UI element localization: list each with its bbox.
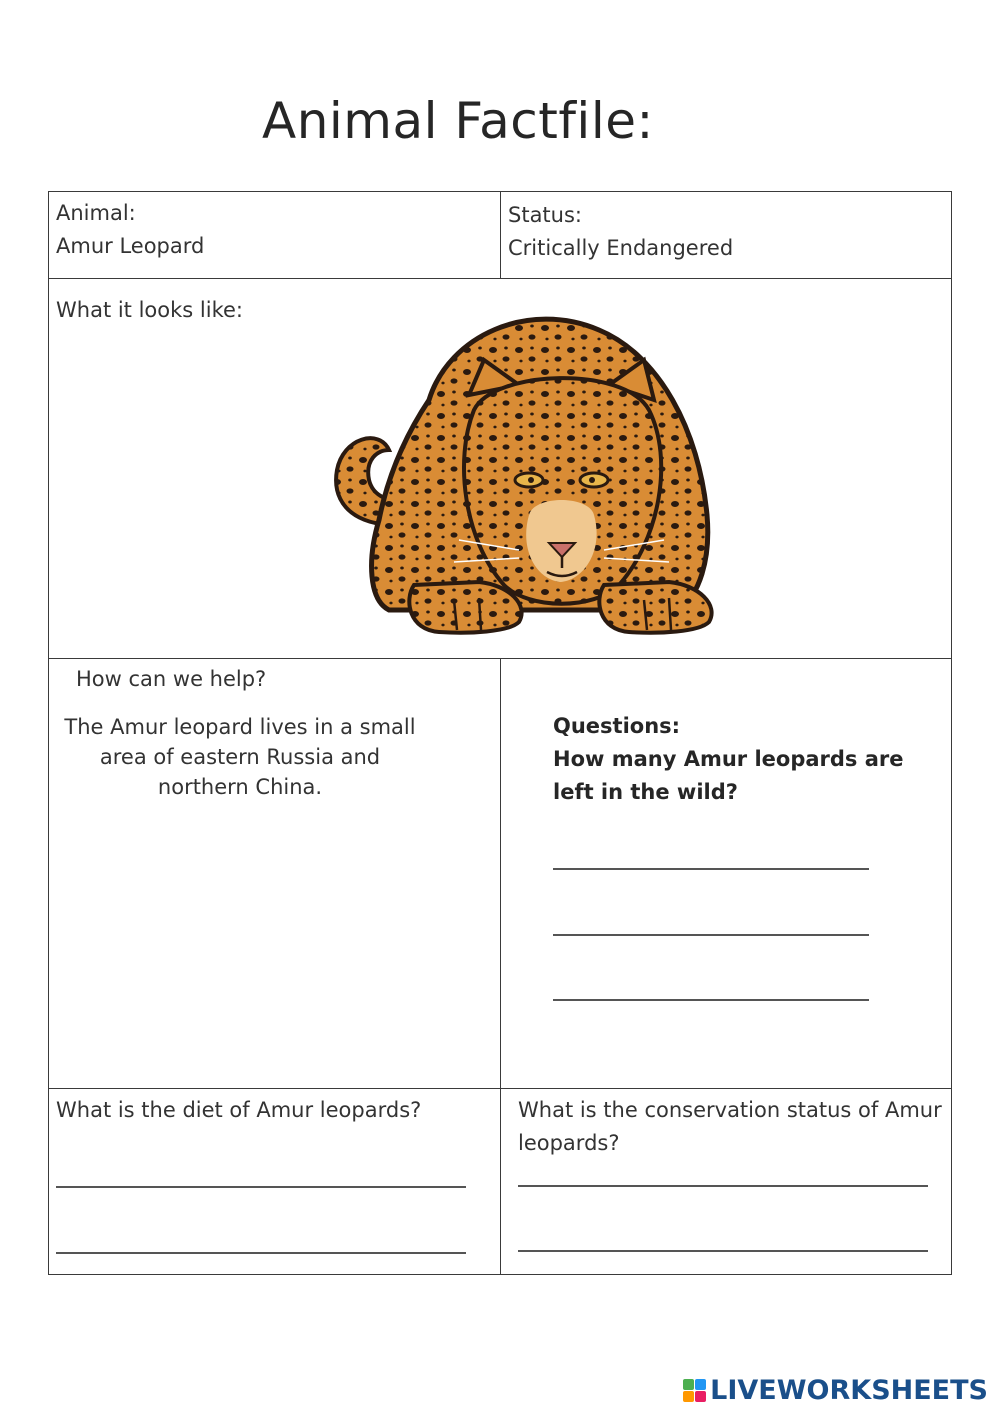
animal-label: Animal: — [56, 201, 136, 225]
answer-blank-2[interactable] — [553, 934, 869, 936]
status-label: Status: — [508, 203, 582, 227]
help-line-3: northern China. — [157, 775, 323, 799]
animal-value: Amur Leopard — [56, 234, 205, 258]
liveworksheets-logo-icon — [683, 1379, 706, 1402]
factfile-table — [48, 191, 952, 1275]
conservation-blank-1[interactable] — [518, 1185, 928, 1187]
animal-cell — [56, 197, 204, 263]
questions-heading: Questions: — [553, 714, 681, 738]
liveworksheets-brand[interactable] — [683, 1374, 988, 1406]
answer-blank-1[interactable] — [553, 868, 869, 870]
conservation-question — [518, 1094, 942, 1160]
conservation-line-1: What is the conservation status of Amur — [518, 1098, 942, 1122]
question-line-1: How many Amur leopards are — [553, 747, 904, 771]
brand-wordmark: LIVEWORKSHEETS — [710, 1374, 988, 1406]
conservation-line-2: leopards? — [518, 1131, 620, 1155]
status-value: Critically Endangered — [508, 236, 734, 260]
help-line-2: area of eastern Russia and — [99, 745, 381, 769]
question-line-2: left in the wild? — [553, 780, 738, 804]
questions-block — [553, 710, 904, 809]
answer-blank-3[interactable] — [553, 999, 869, 1001]
diet-blank-2[interactable] — [56, 1252, 466, 1254]
status-cell — [508, 199, 733, 265]
diet-blank-1[interactable] — [56, 1186, 466, 1188]
row-divider-1 — [49, 278, 951, 279]
looks-label: What it looks like: — [56, 298, 243, 322]
help-line-1: The Amur leopard lives in a small — [64, 715, 416, 739]
conservation-blank-2[interactable] — [518, 1250, 928, 1252]
col-divider-bottom — [500, 658, 501, 1275]
col-divider-top — [500, 192, 501, 278]
page-title: Animal Factfile: — [262, 92, 654, 150]
diet-question: What is the diet of Amur leopards? — [56, 1098, 422, 1122]
leopard-illustration — [279, 300, 719, 645]
help-heading: How can we help? — [76, 667, 267, 691]
help-body — [56, 712, 424, 802]
